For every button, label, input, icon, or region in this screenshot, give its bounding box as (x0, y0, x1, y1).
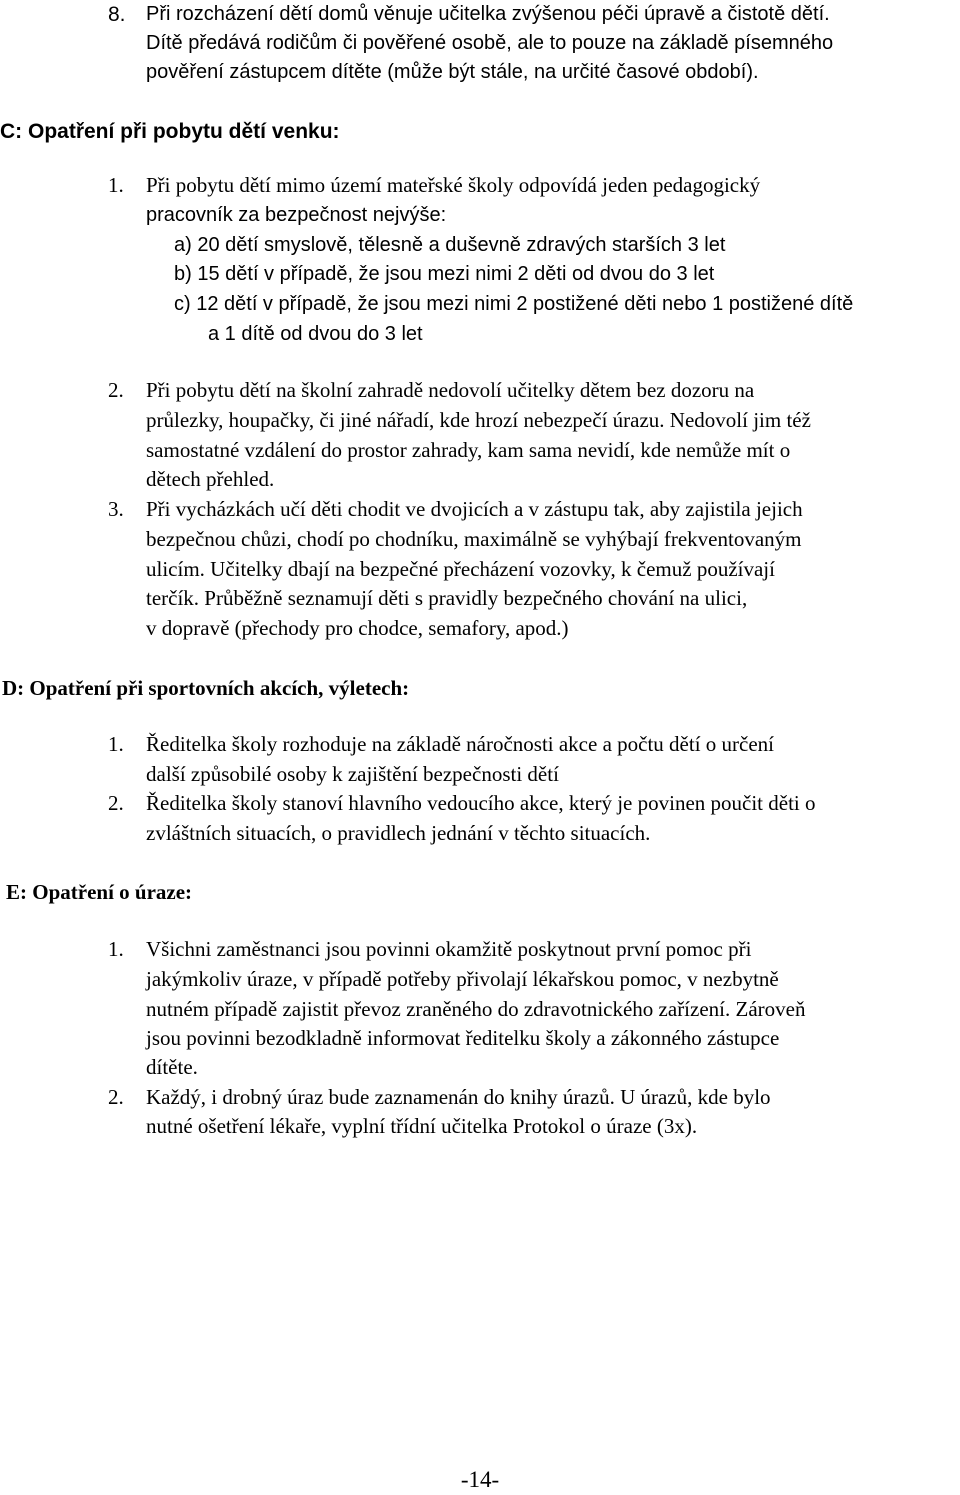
item-text-line: Všichni zaměstnanci jsou povinni okamžitě poskytnout první pomoc při (146, 937, 752, 961)
item-text-line: průlezky, houpačky, či jiné nářadí, kde hrozí nebezpečí úrazu. Nedovolí jim též (146, 408, 811, 432)
item-text-line: dítěte. (146, 1055, 198, 1079)
item-text-line: Ředitelka školy stanoví hlavního vedoucího akce, který je povinen poučit děti o (146, 791, 816, 815)
subitem-b: b) 15 dětí v případě, že jsou mezi nimi 2 děti od dvou do 3 let (174, 263, 715, 285)
item-text-line: Při vycházkách učí děti chodit ve dvojicích a v zástupu tak, aby zajistila jejich (146, 497, 803, 521)
item-text-line: v dopravě (přechody pro chodce, semafory, apod.) (146, 616, 569, 640)
item-text-line: nutné ošetření lékaře, vyplní třídní učitelka Protokol o úraze (3x). (146, 1114, 698, 1138)
item-text-line: pověření zástupcem dítěte (může být stále, na určité časové období). (146, 61, 759, 83)
page-number: -14- (460, 1467, 500, 1492)
item-number: 2. (108, 791, 124, 815)
section-e-heading: E: Opatření o úraze: (6, 880, 193, 904)
subitem-c-continuation: a 1 dítě od dvou do 3 let (208, 323, 423, 345)
item-number: 2. (108, 1085, 124, 1109)
item-text-line: jakýmkoliv úraze, v případě potřeby přivolají lékařskou pomoc, v nezbytně (146, 967, 779, 991)
item-text-line: dětech přehled. (146, 467, 275, 491)
item-text-line: Při pobytu dětí na školní zahradě nedovolí učitelky dětem bez dozoru na (146, 378, 755, 402)
item-text-line: Při rozcházení dětí domů věnuje učitelka zvýšenou péči úpravě a čistotě dětí. (146, 3, 830, 25)
item-number: 1. (108, 937, 124, 961)
subitem-c: c) 12 dětí v případě, že jsou mezi nimi 2 postižené děti nebo 1 postižené dítě (174, 293, 854, 315)
item-number: 1. (108, 732, 124, 756)
item-text-line: nutném případě zajistit převoz zraněného do zdravotnického zařízení. Zároveň (146, 997, 806, 1021)
item-text-line: bezpečnou chůzi, chodí po chodníku, maximálně se vyhýbají frekventovaným (146, 527, 802, 551)
item-text-line: Ředitelka školy rozhoduje na základě náročnosti akce a počtu dětí o určení (146, 732, 775, 756)
item-number: 2. (108, 378, 124, 402)
item-text-line: pracovník za bezpečnost nejvýše: (146, 204, 447, 226)
item-text-line: Při pobytu dětí mimo území mateřské školy odpovídá jeden pedagogický (146, 173, 761, 197)
item-text-line: terčík. Průběžně seznamují děti s pravidly bezpečného chování na ulici, (146, 586, 748, 610)
subitem-a: a) 20 dětí smyslově, tělesně a duševně zdravých starších 3 let (174, 234, 726, 256)
item-text-line: zvláštních situacích, o pravidlech jednání v těchto situacích. (146, 821, 651, 845)
section-c-heading: C: Opatření při pobytu dětí venku: (0, 120, 340, 143)
item-number: 8. (108, 3, 126, 26)
item-text-line: Každý, i drobný úraz bude zaznamenán do knihy úrazů. U úrazů, kde bylo (146, 1085, 771, 1109)
section-d-heading: D: Opatření při sportovních akcích, výletech: (2, 676, 410, 700)
item-text-line: samostatné vzdálení do prostor zahrady, kam sama nevidí, kde nemůže mít o (146, 438, 791, 462)
item-text-line: jsou povinni bezodkladně informovat ředitelku školy a zákonného zástupce (146, 1026, 780, 1050)
item-text-line: další způsobilé osoby k zajištění bezpečnosti dětí (146, 762, 559, 786)
item-text-line: Dítě předává rodičům či pověřené osobě, ale to pouze na základě písemného (146, 32, 834, 54)
item-number: 1. (108, 173, 124, 197)
item-text-line: ulicím. Učitelky dbají na bezpečné přecházení vozovky, k čemuž používají (146, 557, 775, 581)
item-number: 3. (108, 497, 124, 521)
